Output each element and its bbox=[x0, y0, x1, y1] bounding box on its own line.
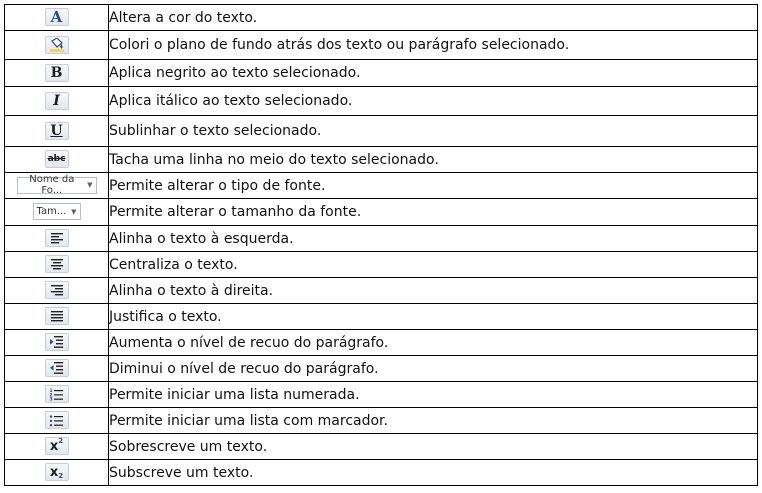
table-row bbox=[5, 5, 758, 31]
numbered-list-icon[interactable] bbox=[45, 385, 69, 403]
italic-icon[interactable]: I bbox=[45, 92, 69, 110]
icon-cell bbox=[5, 408, 109, 434]
icon-cell bbox=[5, 252, 109, 278]
table-row bbox=[5, 460, 758, 486]
icon-cell bbox=[5, 434, 109, 460]
icon-cell bbox=[5, 173, 109, 199]
row-description: Subscreve um texto. bbox=[109, 460, 758, 486]
icon-cell bbox=[5, 304, 109, 330]
table-row bbox=[5, 356, 758, 382]
underline-icon[interactable]: U bbox=[45, 122, 69, 140]
icon-cell bbox=[5, 116, 109, 147]
row-description: Colori o plano de fundo atrás dos texto ou parágrafo selecionado. bbox=[109, 31, 758, 60]
icon-cell bbox=[5, 330, 109, 356]
icon-cell bbox=[5, 5, 109, 31]
row-description: Alinha o texto à direita. bbox=[109, 278, 758, 304]
strikethrough-icon[interactable]: abc bbox=[45, 150, 69, 168]
row-description: Alinha o texto à esquerda. bbox=[109, 226, 758, 252]
table-row bbox=[5, 199, 758, 226]
table-row bbox=[5, 382, 758, 408]
row-description: Aplica negrito ao texto selecionado. bbox=[109, 60, 758, 87]
svg-text:1: 1 bbox=[49, 388, 53, 394]
svg-text:3: 3 bbox=[49, 397, 53, 401]
row-description: Permite iniciar uma lista numerada. bbox=[109, 382, 758, 408]
icon-cell bbox=[5, 147, 109, 173]
font-size-value: Tam... bbox=[36, 206, 67, 218]
row-description: Permite alterar o tamanho da fonte. bbox=[109, 199, 758, 226]
align-right-icon[interactable] bbox=[45, 281, 69, 299]
table-row bbox=[5, 226, 758, 252]
highlight-color-icon[interactable] bbox=[45, 36, 69, 54]
justify-icon[interactable] bbox=[45, 307, 69, 325]
row-description: Aumenta o nível de recuo do parágrafo. bbox=[109, 330, 758, 356]
bulleted-list-icon[interactable] bbox=[45, 411, 69, 429]
row-description: Permite iniciar uma lista com marcador. bbox=[109, 408, 758, 434]
chevron-down-icon: ▼ bbox=[87, 181, 93, 190]
row-description: Diminui o nível de recuo do parágrafo. bbox=[109, 356, 758, 382]
row-description: Centraliza o texto. bbox=[109, 252, 758, 278]
row-description: Tacha uma linha no meio do texto selecionado. bbox=[109, 147, 758, 173]
table-row bbox=[5, 87, 758, 116]
row-description: Sublinhar o texto selecionado. bbox=[109, 116, 758, 147]
icon-cell bbox=[5, 226, 109, 252]
align-left-icon[interactable] bbox=[45, 229, 69, 247]
icon-cell bbox=[5, 87, 109, 116]
font-color-letter: A bbox=[50, 7, 63, 26]
table-row bbox=[5, 408, 758, 434]
table-row bbox=[5, 116, 758, 147]
superscript-exponent: 2 bbox=[58, 437, 64, 446]
font-color-icon[interactable] bbox=[45, 8, 69, 26]
table-row bbox=[5, 304, 758, 330]
svg-text:2: 2 bbox=[49, 393, 53, 399]
superscript-icon[interactable] bbox=[45, 437, 69, 455]
row-description: Permite alterar o tipo de fonte. bbox=[109, 173, 758, 199]
table-row bbox=[5, 330, 758, 356]
font-name-dropdown[interactable] bbox=[17, 174, 97, 197]
subscript-index: 2 bbox=[58, 472, 64, 481]
align-center-icon[interactable] bbox=[45, 255, 69, 273]
table-row bbox=[5, 147, 758, 173]
decrease-indent-icon[interactable] bbox=[45, 359, 69, 377]
row-description: Altera a cor do texto. bbox=[109, 5, 758, 31]
row-description: Justifica o texto. bbox=[109, 304, 758, 330]
table-row bbox=[5, 434, 758, 460]
icon-cell bbox=[5, 31, 109, 60]
icon-cell bbox=[5, 356, 109, 382]
subscript-icon[interactable] bbox=[45, 463, 69, 481]
font-name-value: Nome da Fo... bbox=[29, 174, 75, 197]
font-size-dropdown[interactable] bbox=[33, 203, 81, 220]
bold-icon[interactable]: B bbox=[45, 64, 69, 82]
table-row bbox=[5, 278, 758, 304]
table-row bbox=[5, 173, 758, 199]
icon-cell bbox=[5, 278, 109, 304]
subscript-base: x bbox=[49, 464, 59, 480]
row-description: Aplica itálico ao texto selecionado. bbox=[109, 87, 758, 116]
superscript-base: x bbox=[49, 438, 59, 454]
chevron-down-icon: ▼ bbox=[71, 207, 77, 216]
icon-cell bbox=[5, 199, 109, 226]
table-row bbox=[5, 252, 758, 278]
icon-cell bbox=[5, 382, 109, 408]
increase-indent-icon[interactable] bbox=[45, 333, 69, 351]
toolbar-reference-table bbox=[4, 4, 758, 486]
table-row bbox=[5, 60, 758, 87]
row-description: Sobrescreve um texto. bbox=[109, 434, 758, 460]
icon-cell bbox=[5, 60, 109, 87]
icon-cell bbox=[5, 460, 109, 486]
table-row bbox=[5, 31, 758, 60]
